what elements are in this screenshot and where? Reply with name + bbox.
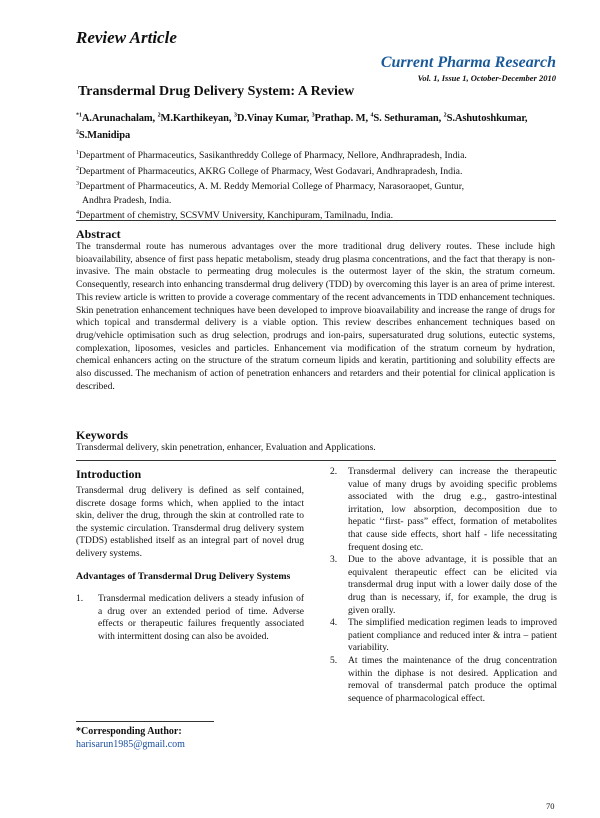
- journal-header: [381, 54, 556, 83]
- divider: [76, 460, 556, 461]
- author: $^{*1}$A.Arunachalam,: [76, 112, 158, 124]
- affiliation: Andhra Pradesh, India.: [82, 194, 172, 206]
- affiliation: $^1$Department of Pharmaceutics, Sasikanthreddy College of Pharmacy, Nellore, Andhrapradesh, India.: [76, 150, 467, 162]
- author-list: [76, 108, 556, 143]
- journal-issue: Vol. 1, Issue 1, October-December 2010: [417, 73, 556, 83]
- article-type-label: Review Article: [76, 28, 177, 47]
- keywords-text: Transdermal delivery, skin penetration, enhancer, Evaluation and Applications.: [76, 443, 376, 453]
- author: $^3$Prathap. M,: [311, 112, 371, 124]
- affiliation: $^2$Department of Pharmaceutics, AKRG College of Pharmacy, West Godavari, Andhrapradesh, India.: [76, 165, 463, 177]
- list-number: 5.: [330, 655, 338, 666]
- author: $^3$D.Vinay Kumar,: [233, 112, 312, 124]
- author: $^2$S.Manidipa: [76, 129, 131, 141]
- list-item: [330, 466, 557, 554]
- right-column: [330, 466, 557, 705]
- list-item: [330, 655, 557, 705]
- list-item: [76, 593, 304, 643]
- introduction-text: Transdermal drug delivery is defined as self contained, discrete dosage forms which, when applied to the intact skin, deliver the drug, through the skin at controlled rate to the systemic circulation. Transdermal drug delivery system (TDDS) established itself as an integral part of novel drug delivery systems.: [76, 486, 304, 559]
- divider: [76, 220, 556, 221]
- advantages-heading: Advantages of Transdermal Drug Delivery Systems: [76, 570, 291, 582]
- abstract-heading: Abstract: [76, 227, 121, 241]
- list-item: [330, 554, 557, 617]
- affiliation: $^3$Department of Pharmaceutics, A. M. Reddy Memorial College of Pharmacy, Narasoraopet, Guntur,: [76, 181, 465, 193]
- list-text: Transdermal delivery can increase the therapeutic value of many drugs by avoiding specific problems associated with the drug e.g., gastro-intestinal irritation, low absorption, decomposition due to hepatic ‘‘first- pass” effect, formation of metabolites that cause side effects, short half - life necessitating frequent dosing etc.: [348, 467, 557, 553]
- affiliations: [76, 147, 566, 223]
- list-number: 1.: [76, 594, 84, 605]
- left-column: [76, 467, 304, 643]
- author-line-1: [76, 108, 556, 126]
- list-item: [330, 617, 557, 655]
- list-text: At times the maintenance of the drug concentration within the diphase is not desired. Application and removal of transdermal patch produce the optimal sequence of pharmacological effect.: [348, 655, 557, 704]
- abstract-text: The transdermal route has numerous advantages over the more traditional drug delivery routes. These include high bioavailability, absence of first pass hepatic metabolism, steady drug plasma concentrations, and the fact that therapy is non-invasive. The main obstacle to permeating drug molecules is the outermost layer of the skin, the stratum corneum. Consequently, research into enhancing transdermal drug delivery (TDD) by overcoming this layer is an area of prime interest. This review article is written to provide a coverage commentary of the recent advancements in TDD enhancement techniques. Skin penetration enhancement techniques have been developed to improve bioavailability and increase the range of drugs for which topical and transdermal delivery is a viable option. This review describes enhancement techniques based on drug/vehicle optimisation such as drug selection, prodrugs and ion-pairs, supersaturated drug solutions, eutectic systems, complexation, liposomes, vesicles and particles. Enhancement via modification of the stratum corneum by hydration, chemical enhancers acting on the structure of the stratum corneum lipids and keratin, partitioning and solubility effects are also discussed. The mechanism of action of penetration enhancers and retarders and their potential for clinical application is described.: [76, 242, 555, 392]
- list-number: 4.: [330, 618, 338, 629]
- author: $^2$S.Ashutoshkumar,: [443, 112, 528, 124]
- journal-name: Current Pharma Research: [380, 54, 556, 71]
- keywords-heading: Keywords: [76, 428, 128, 442]
- affiliation: $^4$Department of chemistry, SCSVMV University, Kanchipuram, Tamilnadu, India.: [76, 210, 394, 222]
- list-number: 2.: [330, 467, 338, 477]
- paper-title: Transdermal Drug Delivery System: A Review: [78, 84, 355, 99]
- author: $^4$S. Sethuraman,: [370, 112, 444, 124]
- introduction-heading: Introduction: [76, 467, 142, 481]
- list-text: Due to the above advantage, it is possible that an equivalent therapeutic effect can be elicited via transdermal drug input with a lower daily dose of the drug than is necessary, if, for example, the drug is given orally.: [348, 555, 557, 616]
- list-number: 3.: [330, 555, 338, 566]
- page-number: 70: [546, 801, 555, 811]
- list-text: The simplified medication regimen leads to improved patient compliance and reduced inter & intra – patient variability.: [348, 618, 557, 654]
- footnote-rule: [76, 721, 214, 722]
- author-line-2: [76, 126, 556, 144]
- corresponding-author-email[interactable]: harisarun1985@gmail.com: [76, 739, 185, 750]
- list-text: Transdermal medication delivers a steady infusion of a drug over an extended period of time. Adverse effects or therapeutic failures frequently associated with intermittent dosing can also be avoided.: [98, 594, 304, 642]
- author: $^2$M.Karthikeyan,: [157, 112, 234, 124]
- corresponding-author-heading: *Corresponding Author:: [76, 726, 182, 737]
